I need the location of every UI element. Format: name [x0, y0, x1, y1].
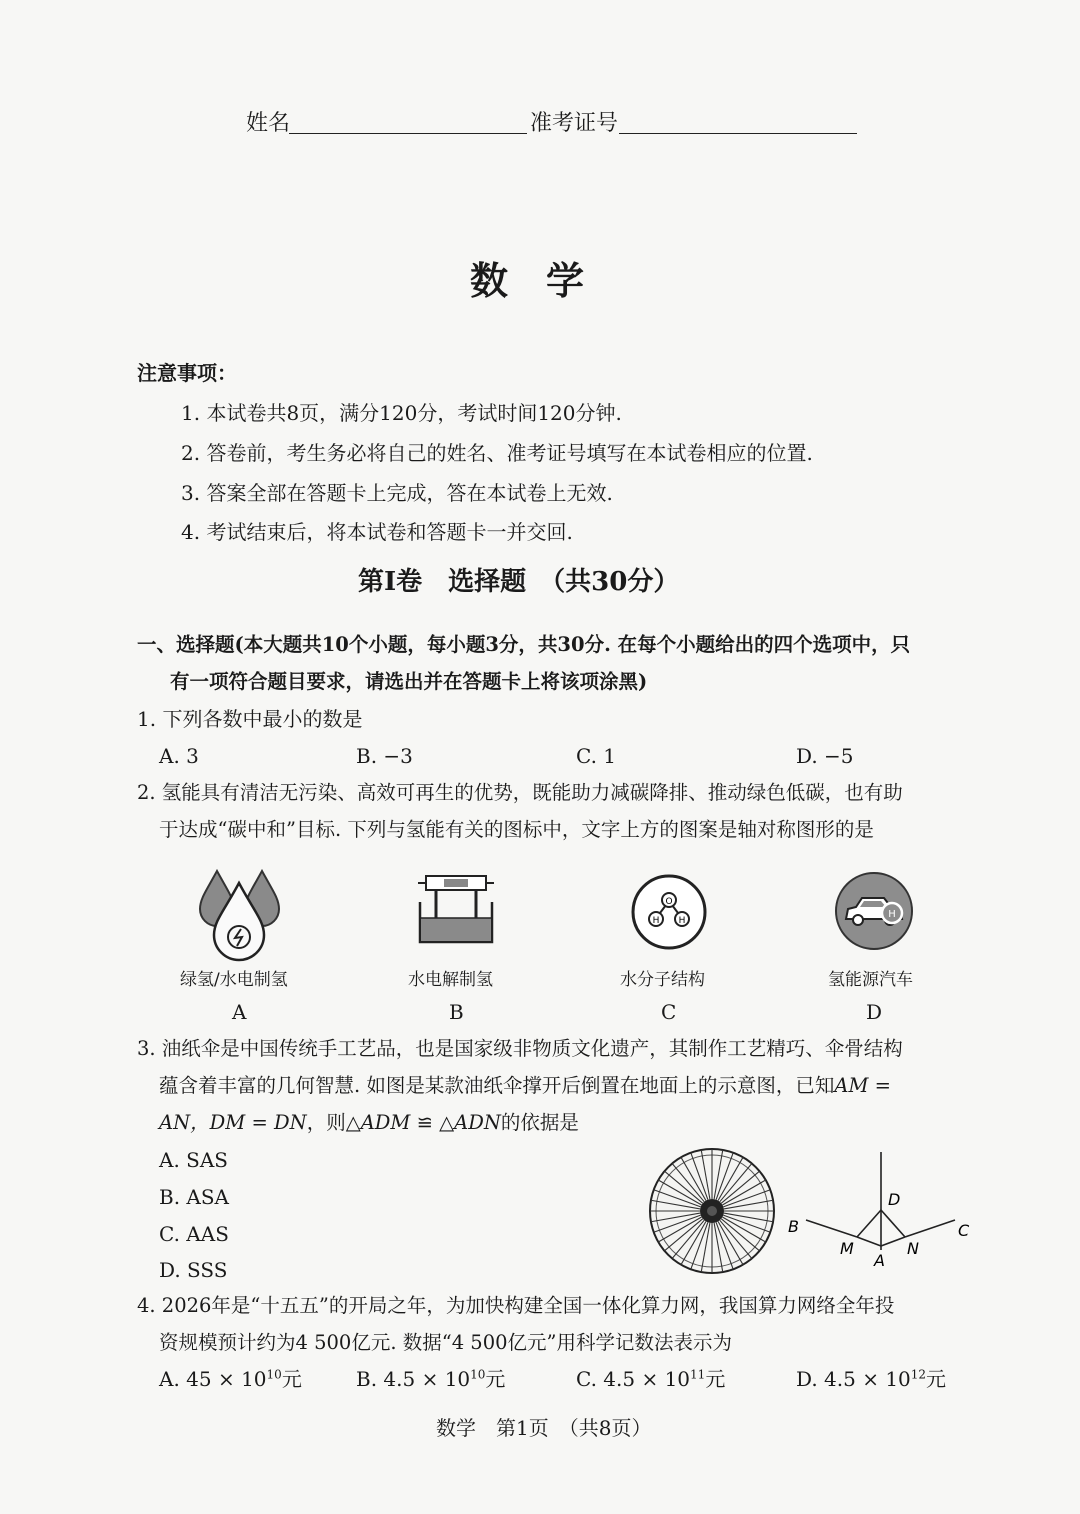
q4-unit: 元 — [485, 1367, 506, 1391]
q3-option-a: A. SAS — [159, 1148, 229, 1172]
q4-unit: 元 — [705, 1367, 726, 1391]
point-b-label: B — [788, 1217, 799, 1236]
q3-math: AM = — [834, 1074, 891, 1097]
notice-heading: 注意事项： — [137, 361, 237, 385]
q1-option-b: B. −3 — [356, 744, 413, 768]
question-2-stem: 2. 氢能具有清洁无污染、高效可再生的优势，既能助力减碳降排、推动绿色低碳，也有助 — [137, 781, 903, 804]
molecule-icon — [630, 873, 708, 951]
q3-text: ，则△ — [306, 1111, 361, 1134]
question-3-stem: 3. 油纸伞是中国传统手工艺品，也是国家级非物质文化遗产，其制作工艺精巧、伞骨结构 — [137, 1037, 903, 1060]
question-3-stem — [159, 1073, 891, 1099]
name-field[interactable] — [289, 133, 527, 134]
page-title: 数 学 — [470, 258, 585, 303]
q4-option-text: A. 45 × 10 — [159, 1367, 267, 1391]
water-drops-icon — [192, 865, 287, 965]
molecule-o-label: O — [665, 897, 673, 907]
q3-text: 的依据是 — [500, 1111, 579, 1134]
q4-unit: 元 — [281, 1367, 302, 1391]
exam-id-label: 准考证号 — [530, 111, 619, 136]
part-one-instruction: 有一项符合题目要求，请选出并在答题卡上将该项涂黑) — [170, 670, 648, 693]
q4-option-d — [796, 1366, 946, 1392]
question-2-stem: 于达成“碳中和”目标. 下列与氢能有关的图标中，文字上方的图案是轴对称图形的是 — [159, 818, 874, 841]
question-4-stem: 资规模预计约为4 500亿元. 数据“4 500亿元”用科学记数法表示为 — [159, 1331, 732, 1354]
q1-option-d: D. −5 — [796, 744, 854, 768]
icon-caption-a: 绿氢/水电制氢 — [180, 970, 288, 990]
icon-letter-d: D — [866, 1000, 883, 1024]
icon-caption-d: 氢能源汽车 — [828, 970, 913, 990]
hydrogen-car-icon — [834, 871, 914, 951]
question-3-stem — [159, 1110, 579, 1136]
q4-option-a — [159, 1366, 302, 1392]
car-h-label: H — [888, 909, 896, 920]
q3-math: AN，DM = DN — [159, 1111, 307, 1134]
page-footer: 数学 第1页 （共8页） — [436, 1416, 652, 1440]
q3-text: ≌ △ — [410, 1111, 455, 1134]
notice-item: 3. 答案全部在答题卡上完成，答在本试卷上无效. — [181, 481, 613, 505]
part-one-instruction: 一、选择题(本大题共10个小题，每小题3分，共30分. 在每个小题给出的四个选项中，只 — [137, 633, 911, 656]
q4-option-text: B. 4.5 × 10 — [356, 1367, 471, 1391]
q4-option-c — [576, 1366, 725, 1392]
q3-math: ADM — [360, 1111, 411, 1134]
name-label: 姓名 — [246, 111, 291, 136]
q1-option-a: A. 3 — [159, 744, 199, 768]
q4-exponent: 10 — [266, 1367, 282, 1382]
icon-letter-c: C — [661, 1000, 677, 1024]
q4-exponent: 12 — [910, 1367, 927, 1382]
geometry-diagram — [784, 1150, 974, 1270]
q4-option-text: D. 4.5 × 10 — [796, 1367, 911, 1391]
section-title: 第Ⅰ卷 选择题 （共30分） — [358, 567, 680, 597]
q1-option-c: C. 1 — [576, 744, 617, 768]
oil-paper-umbrella-figure — [646, 1145, 778, 1277]
q4-option-text: C. 4.5 × 10 — [576, 1367, 691, 1391]
icon-caption-b: 水电解制氢 — [408, 970, 493, 990]
question-1-stem: 1. 下列各数中最小的数是 — [137, 707, 363, 731]
q4-unit: 元 — [926, 1367, 947, 1391]
point-c-label: C — [958, 1221, 970, 1240]
point-a-label: A — [874, 1251, 885, 1270]
molecule-h-label: H — [678, 916, 686, 926]
notice-item: 2. 答卷前，考生务必将自己的姓名、准考证号填写在本试卷相应的位置. — [181, 441, 813, 465]
point-m-label: M — [840, 1239, 854, 1258]
electrolysis-icon — [414, 872, 496, 946]
point-d-label: D — [888, 1190, 901, 1209]
q3-math: ADN — [454, 1111, 501, 1134]
q4-exponent: 11 — [690, 1367, 706, 1382]
q4-exponent: 10 — [470, 1367, 486, 1382]
q3-text: 蕴含着丰富的几何智慧. 如图是某款油纸伞撑开后倒置在地面上的示意图，已知 — [159, 1074, 835, 1097]
notice-item: 1. 本试卷共8页，满分120分，考试时间120分钟. — [181, 401, 622, 425]
exam-id-field[interactable] — [619, 133, 857, 134]
q3-option-c: C. AAS — [159, 1222, 229, 1246]
q4-option-b — [356, 1366, 505, 1392]
q3-option-b: B. ASA — [159, 1185, 229, 1209]
point-n-label: N — [907, 1239, 919, 1258]
icon-caption-c: 水分子结构 — [620, 970, 705, 990]
icon-letter-a: A — [232, 1000, 247, 1024]
molecule-h-label: H — [652, 916, 660, 926]
question-4-stem: 4. 2026年是“十五五”的开局之年，为加快构建全国一体化算力网，我国算力网络全年投 — [137, 1294, 895, 1317]
q3-option-d: D. SSS — [159, 1258, 228, 1282]
notice-item: 4. 考试结束后，将本试卷和答题卡一并交回. — [181, 520, 573, 544]
icon-letter-b: B — [449, 1000, 464, 1024]
